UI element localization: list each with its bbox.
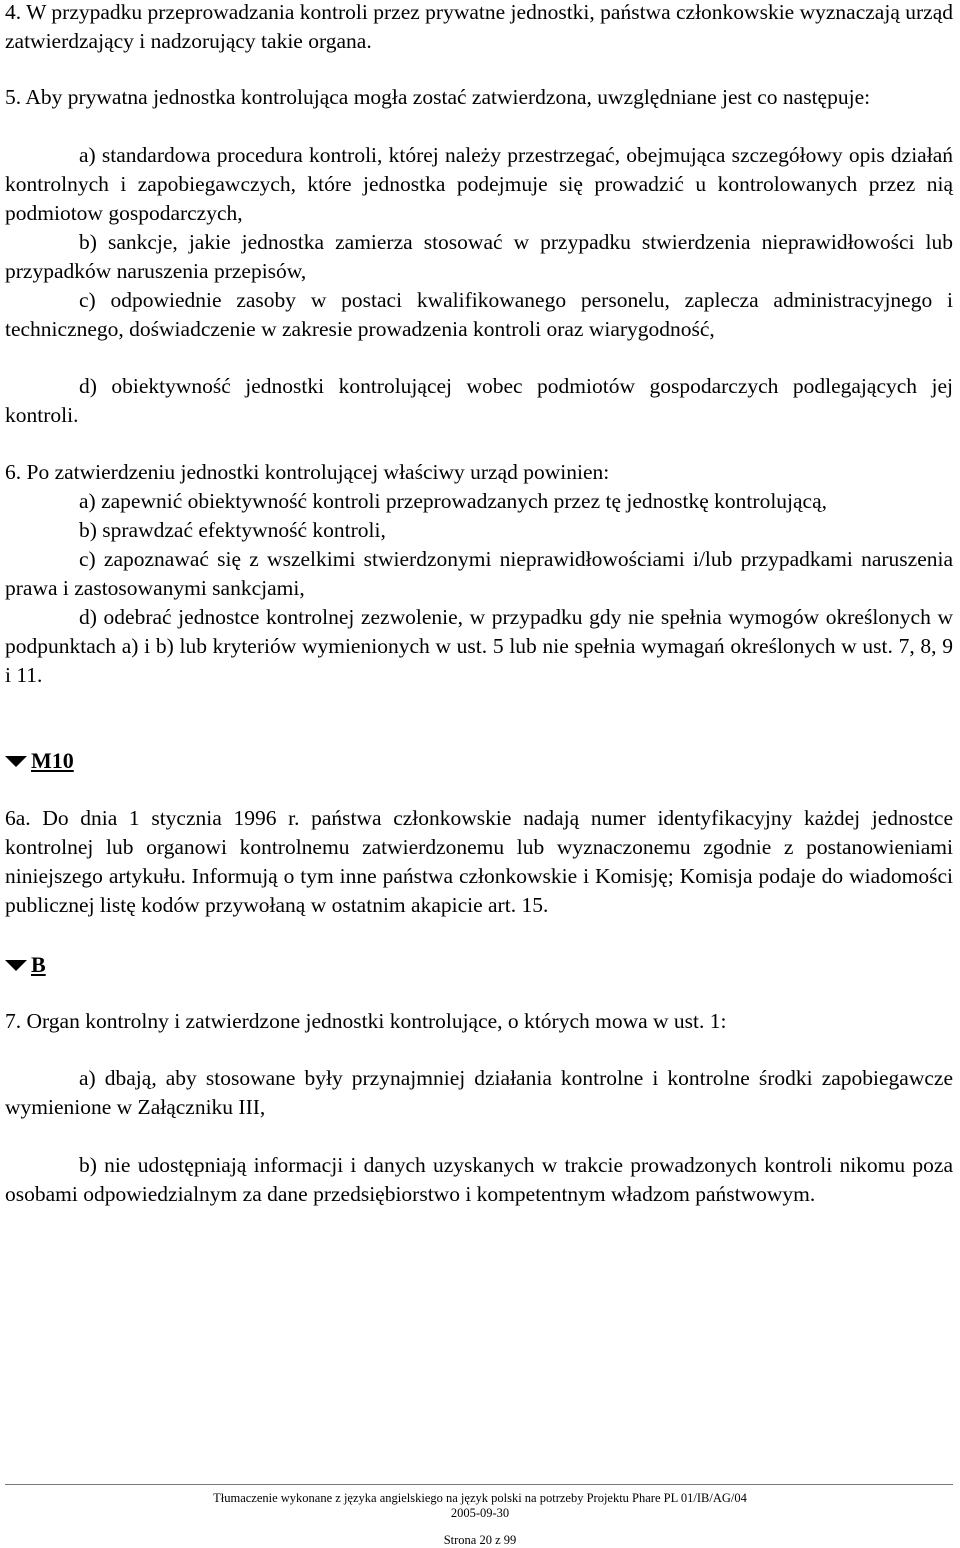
paragraph-5-b: b) sankcje, jakie jednostka zamierza stosować w przypadku stwierdzenia nieprawidłowości lub przypadków naruszenia przepisów, — [5, 230, 953, 283]
triangle-down-icon — [5, 960, 27, 971]
paragraph-4: 4. W przypadku przeprowadzania kontroli przez prywatne jednostki, państwa członkowskie wyznaczają urząd zatwierdzający i nadzorujący takie organa. — [5, 0, 953, 53]
paragraph-7-b: b) nie udostępniają informacji i danych uzyskanych w trakcie prowadzonych kontroli nikomu poza osobami odpowiedzialnym za dane przedsiębiorstwo i kompetentnym władzom państwowym. — [5, 1153, 953, 1206]
footer-translation-note: Tłumaczenie wykonane z języka angielskiego na język polski na potrzeby Projektu Phare PL 01/IB/AG/04 — [213, 1491, 747, 1505]
paragraph-5-a: a) standardowa procedura kontroli, której należy przestrzegać, obejmująca szczegółowy opis działań kontrolnych i zapobiegawczych, które jednostka podejmuje się prowadzić u kontrolowanych przez nią podmiotow gospodarczych, — [5, 143, 953, 225]
paragraph-6-a: a) zapewnić obiektywność kontroli przeprowadzanych przez tę jednostkę kontrolującą, — [79, 489, 828, 513]
paragraph-5-c: c) odpowiednie zasoby w postaci kwalifikowanego personelu, zaplecza administracyjnego i technicznego, doświadczenie w zakresie prowadzenia kontroli oraz wiarygodność, — [5, 288, 953, 341]
footer-divider — [5, 1484, 953, 1485]
paragraph-6-intro: 6. Po zatwierdzeniu jednostki kontrolującej właściwy urząd powinien: — [5, 460, 610, 484]
paragraph-7-intro: 7. Organ kontrolny i zatwierdzone jednostki kontrolujące, o których mowa w ust. 1: — [5, 1009, 727, 1033]
paragraph-6-d: d) odebrać jednostce kontrolnej zezwolenie, w przypadku gdy nie spełnia wymogów określonych w podpunktach a) i b) lub kryteriów wymienionych w ust. 5 lub nie spełnia wymagań określonych w ust. 7, 8, 9 i 11. — [5, 605, 953, 687]
footer-date: 2005-09-30 — [450, 1506, 510, 1520]
marker-label: M10 — [31, 748, 74, 773]
amendment-marker-b — [5, 950, 46, 979]
paragraph-7-a: a) dbają, aby stosowane były przynajmniej działania kontrolne i kontrolne środki zapobiegawcze wymienione w Załączniku III, — [5, 1066, 953, 1119]
paragraph-5-intro: 5. Aby prywatna jednostka kontrolująca mogła zostać zatwierdzona, uwzględniane jest co następuje: — [5, 85, 871, 109]
marker-label: B — [31, 952, 46, 977]
footer-page-number: Strona 20 z 99 — [443, 1533, 517, 1547]
paragraph-6-c: c) zapoznawać się z wszelkimi stwierdzonymi nieprawidłowościami i/lub przypadkami naruszenia prawa i zastosowanymi sankcjami, — [5, 547, 953, 600]
paragraph-6-b: b) sprawdzać efektywność kontroli, — [79, 518, 386, 542]
paragraph-6a: 6a. Do dnia 1 stycznia 1996 r. państwa członkowskie nadają numer identyfikacyjny każdej jednostce kontrolnej lub organowi kontrolnemu zatwierdzonemu lub wyznaczonemu zgodnie z postanowieniami niniejszego artykułu. Informują o tym inne państwa członkowskie i Komisję; Komisja podaje do wiadomości publicznej listę kodów przywołaną w ostatnim akapicie art. 15. — [5, 806, 953, 917]
triangle-down-icon — [5, 756, 27, 767]
paragraph-5-d: d) obiektywność jednostki kontrolującej wobec podmiotów gospodarczych podlegających jej kontroli. — [5, 374, 953, 427]
amendment-marker-m10 — [5, 746, 74, 775]
